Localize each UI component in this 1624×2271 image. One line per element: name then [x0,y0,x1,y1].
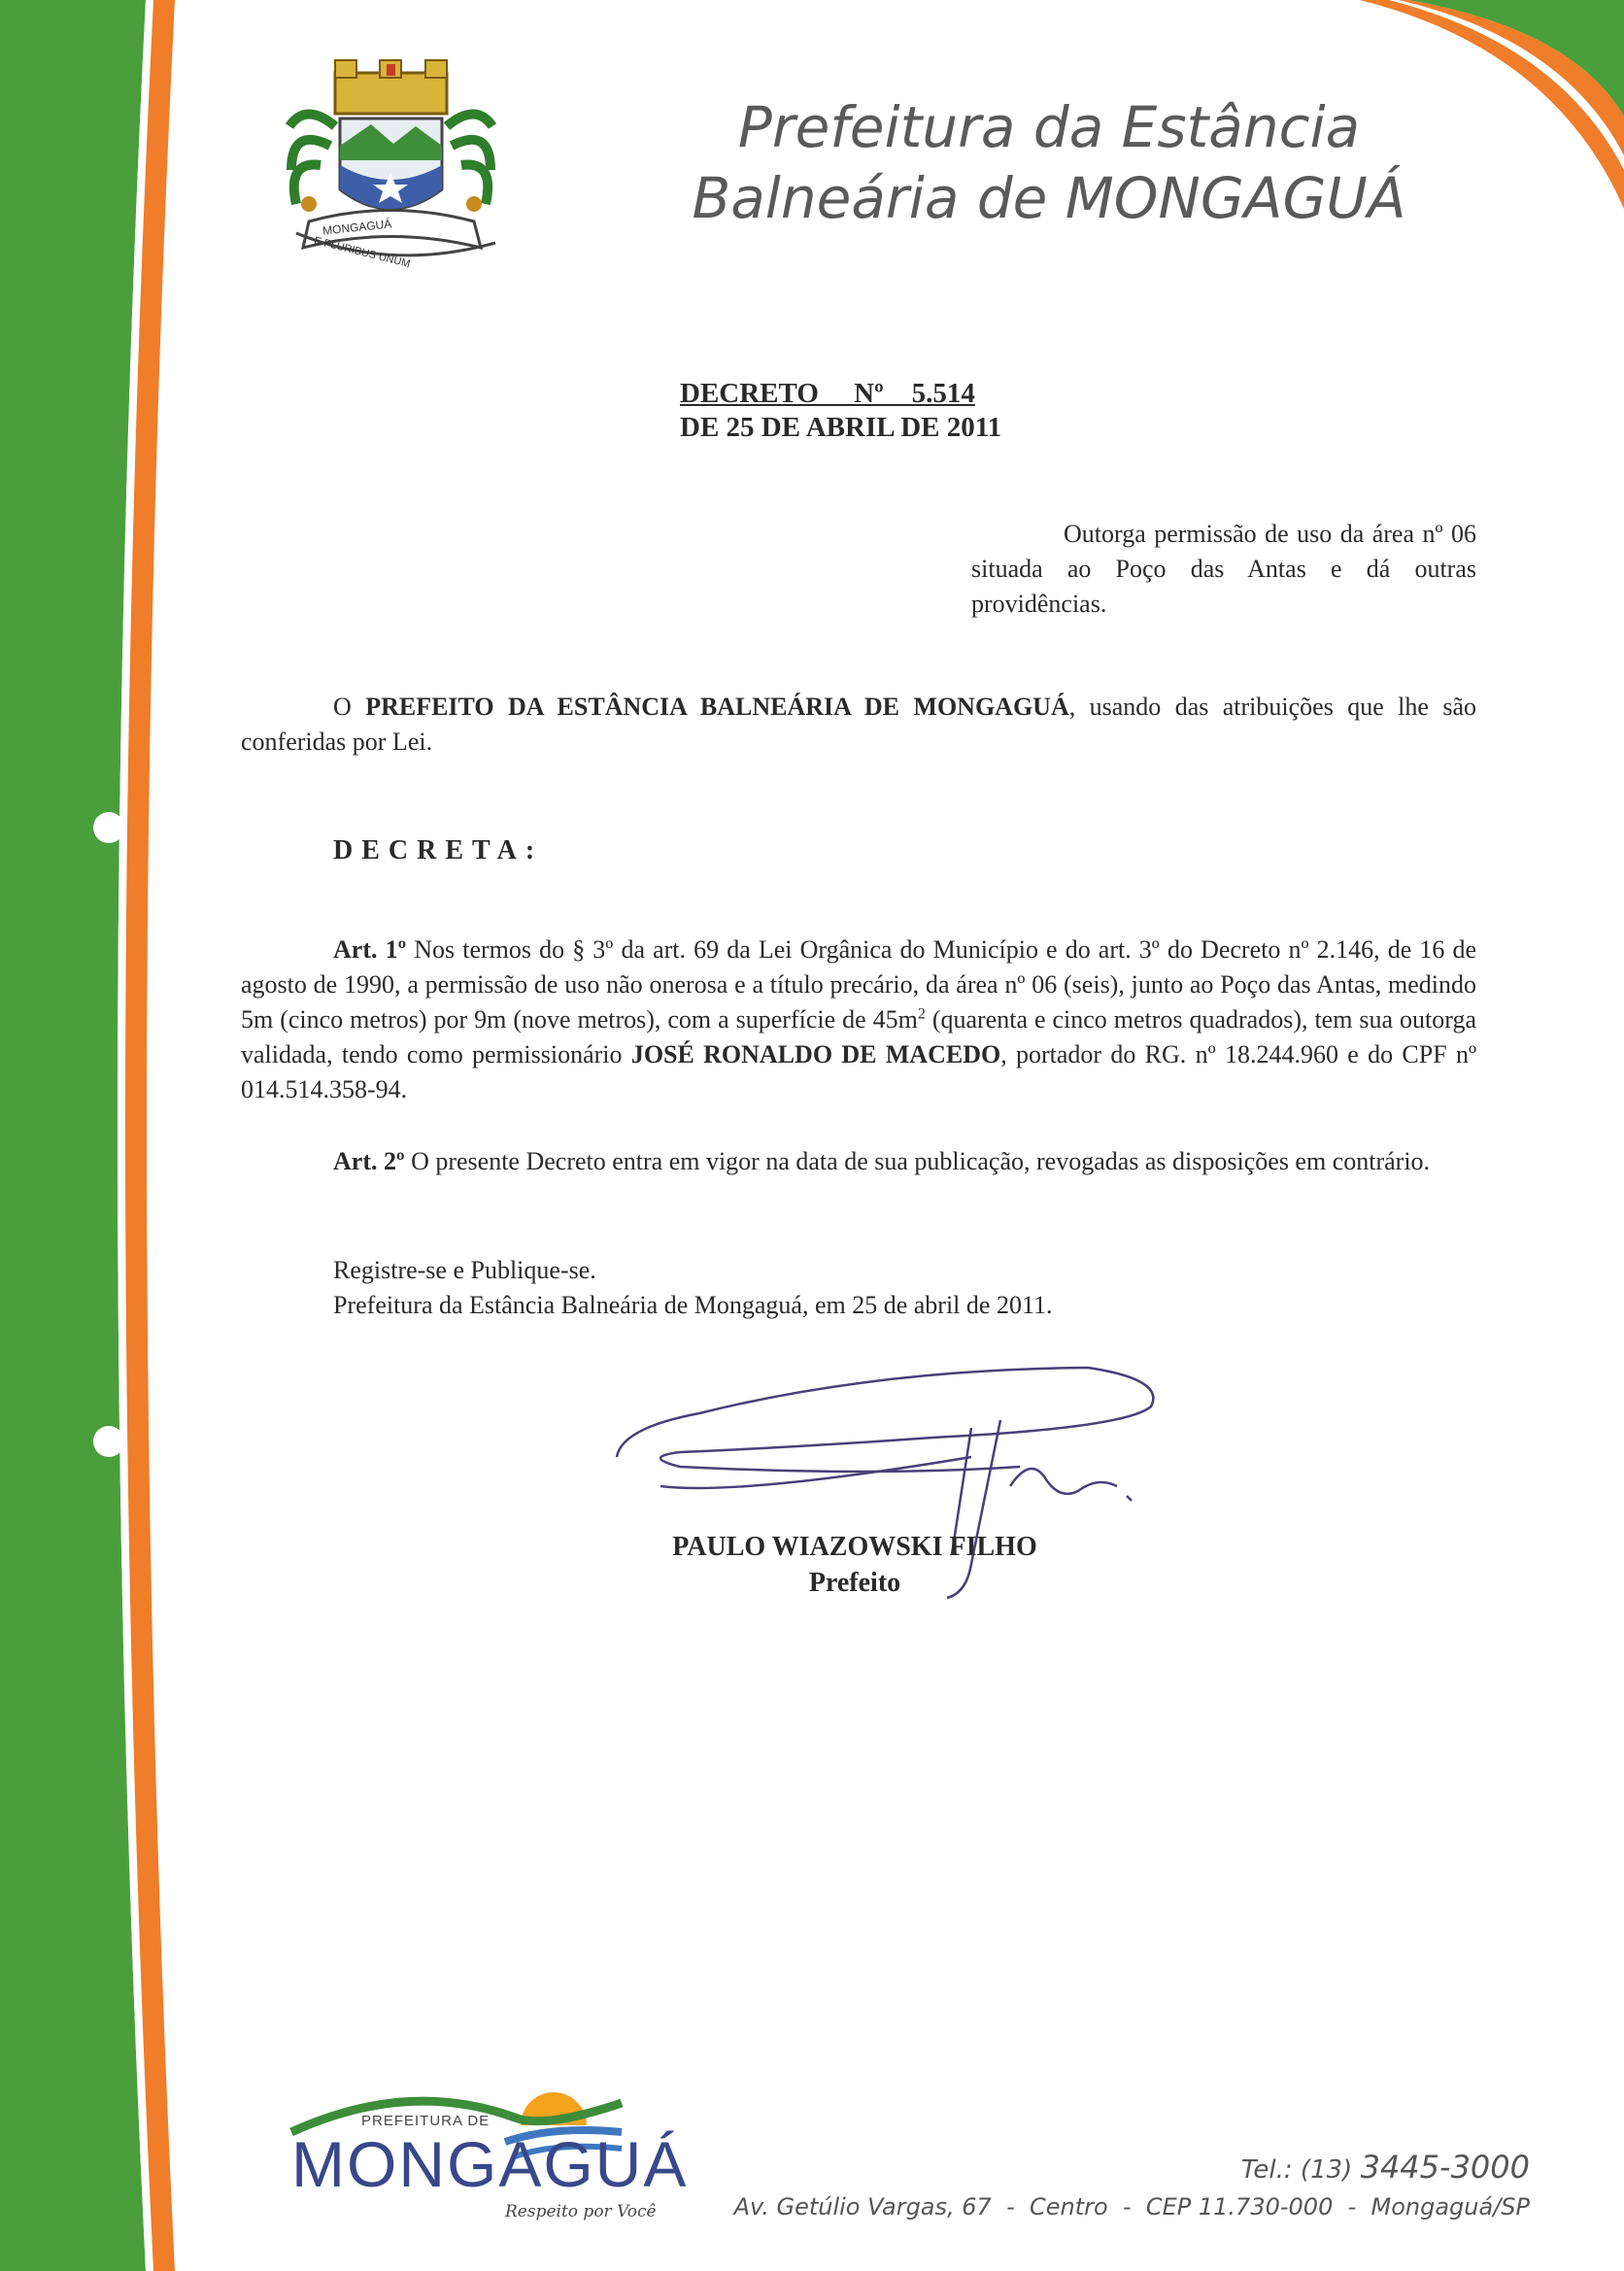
footer-address: Av. Getúlio Vargas, 67 - Centro - CEP 11.730-000 - Mongaguá/SP [733,2193,1530,2220]
title-line-1: Prefeitura da Estância [737,94,1361,160]
coat-of-arms-banner: E PLURIBUS UNUM [313,234,412,271]
preamble-suffix: , usando das atribuições que lhe são conferidas por Lei. [241,693,1477,756]
preamble-authority: PREFEITO DA ESTÂNCIA BALNEÁRIA DE MONGAGUÁ [365,693,1069,721]
article-1 [241,932,1476,1106]
closing-line-1: Registre-se e Publique-se. [333,1256,596,1284]
permit-holder-name: JOSÉ RONALDO DE MACEDO [630,1039,1001,1068]
signatory-role: Prefeito [808,1568,901,1598]
closing-block [333,1253,1052,1323]
article-2 [241,1144,1476,1179]
article-1-label: Art. 1º [333,935,407,964]
footer-phone-prefix: Tel.: (13) [1240,2155,1361,2185]
footer-phone [1166,2149,1530,2186]
coat-of-arms-icon [289,60,495,255]
footer-phone-number: 3445-3000 [1360,2149,1530,2186]
punch-hole-top [93,812,124,843]
footer-logo-slogan: Respeito por Você [505,2202,657,2221]
article-2-text: O presente Decreto entra em vigor na data de sua publicação, revogadas as disposições em contrário. [404,1147,1431,1175]
decree-date: DE 25 DE ABRIL DE 2011 [680,411,1002,443]
footer-logo-small-text: PREFEITURA DE [361,2113,491,2129]
footer-logo-name: MONGAGUÁ [291,2128,689,2200]
signatory-name: PAULO WIAZOWSKI FILHO [672,1532,1037,1562]
article-1-text-end: , portador do RG. nº 18.244.960 e do CPF nº 014.514.358-94. [241,1039,1477,1103]
article-2-label: Art. 2º [333,1147,405,1175]
article-1-text-after: (quarenta e cinco metros quadrados), tem sua outorga validada, tendo como permissionário [241,1004,1476,1068]
preamble-prefix: O [333,693,366,721]
title-line-2: Balneária de MONGAGUÁ [692,164,1406,231]
preamble-paragraph [241,690,1476,760]
page-title [583,92,1515,233]
article-1-text-before: Nos termos do § 3º da art. 69 da Lei Orgânica do Município e do art. 3º do Decreto nº 2.146, de 16 de agosto de 1990, a permissão de uso não onerosa e a título precário, da área nº 06 (seis), junto ao Poço das Antas, medindo 5m (cinco metros) por 9m (nove metros), com a superfície de 45m [241,935,1476,1034]
decree-heading [680,377,1001,445]
signature-scribble [617,1368,1153,1598]
decreta-label: DECRETA: [333,835,544,865]
closing-line-2: Prefeitura da Estância Balneária de Mongaguá, em 25 de abril de 2011. [333,1290,1053,1319]
decree-number: DECRETO Nº 5.514 [680,378,975,409]
punch-hole-bottom [93,1426,124,1457]
coat-of-arms-motto: MONGAGUÁ [321,217,392,238]
decree-ementa: Outorga permissão de uso da área nº 06 situada ao Poço das Antas e dá outras providências. [971,520,1476,618]
superscript-squared: 2 [917,1005,926,1023]
